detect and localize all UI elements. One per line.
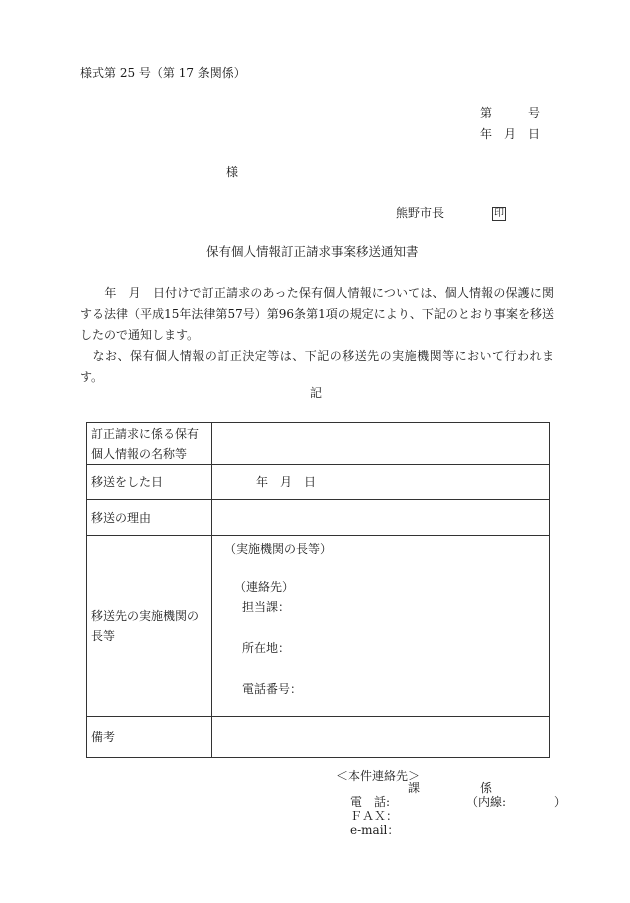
details-table bbox=[86, 422, 550, 758]
label-request-info: 訂正請求に係る保有個人情報の名称等 bbox=[87, 423, 212, 465]
destination-head: （実施機関の長等） bbox=[224, 542, 333, 556]
value-transfer-date bbox=[212, 465, 550, 500]
contact-phone-label: 電 話: bbox=[350, 795, 391, 809]
contact-heading: （連絡先） bbox=[234, 580, 295, 594]
document-title: 保有個人情報訂正請求事案移送通知書 bbox=[206, 244, 419, 259]
body-paragraph-1: 年 月 日付けで訂正請求のあった保有個人情報については、個人情報の保護に関する法律（平成15年法律第57号）第96条第1項の規定により、下記のとおり事案を移送したので通知します。 bbox=[80, 286, 554, 342]
value-request-info bbox=[212, 423, 550, 465]
table-row bbox=[87, 536, 550, 717]
table-row bbox=[87, 465, 550, 500]
label-destination: 移送先の実施機関の長等 bbox=[87, 536, 212, 717]
value-destination bbox=[212, 536, 550, 717]
form-number: 様式第 25 号（第 17 条関係） bbox=[80, 66, 246, 80]
address-label: 所在地： bbox=[242, 641, 291, 655]
seal-stamp: 印 bbox=[494, 208, 504, 219]
contact-email-label: e-mail： bbox=[350, 823, 400, 837]
addressee: 様 bbox=[226, 165, 239, 179]
table-row bbox=[87, 717, 550, 758]
seal-mark bbox=[490, 206, 506, 221]
ki-heading: 記 bbox=[310, 386, 323, 400]
table-row bbox=[87, 423, 550, 465]
label-transfer-reason: 移送の理由 bbox=[87, 500, 212, 536]
label-transfer-date: 移送をした日 bbox=[87, 465, 212, 500]
value-remarks bbox=[212, 717, 550, 758]
document-number: 第 号 bbox=[480, 106, 541, 120]
transfer-date-text: 年 月 日 bbox=[256, 475, 317, 489]
body-paragraph-2: なお、保有個人情報の訂正決定等は、下記の移送先の実施機関等において行われます。 bbox=[80, 349, 554, 384]
phone-number-label: 電話番号： bbox=[242, 682, 303, 696]
label-remarks: 備考 bbox=[87, 717, 212, 758]
contact-extension-label: （内線: ） bbox=[466, 795, 567, 809]
department-label: 担当課： bbox=[242, 600, 291, 614]
date-line: 年 月 日 bbox=[480, 127, 541, 141]
contact-fax-label: ＦＡＸ： bbox=[350, 809, 399, 823]
sender-name: 熊野市長 bbox=[396, 206, 445, 220]
contact-section: 課 係 bbox=[408, 781, 493, 795]
value-transfer-reason bbox=[212, 500, 550, 536]
table-row bbox=[87, 500, 550, 536]
contact-header: ＜本件連絡先＞ bbox=[336, 769, 421, 783]
